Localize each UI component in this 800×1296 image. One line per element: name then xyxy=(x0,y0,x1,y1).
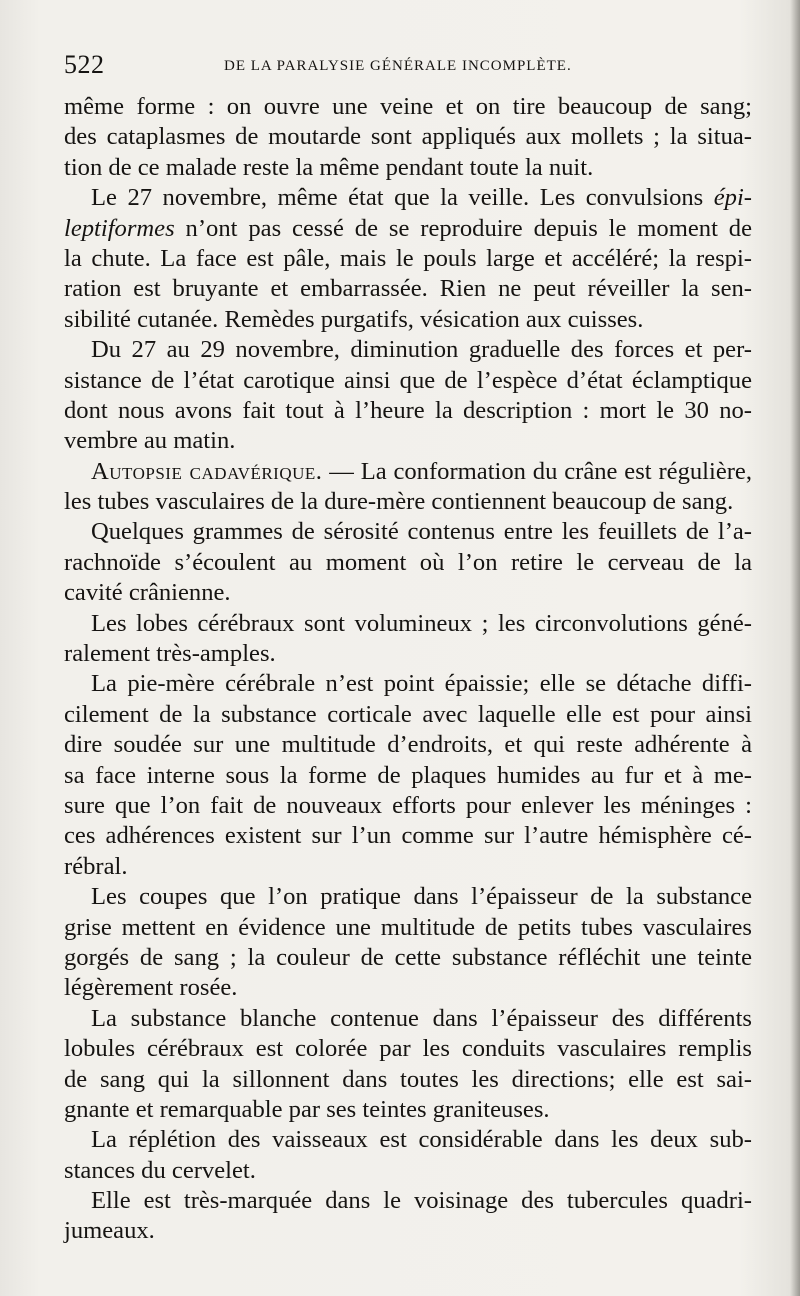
text-line: la chute. La face est pâle, mais le pouls large et accéléré; la respi- xyxy=(64,244,752,272)
text-line: les tubes vasculaires de la dure-mère contiennent beaucoup de sang. xyxy=(64,488,734,516)
text-line: La pie-mère cérébrale n’est point épaissie; elle se détache diffi- xyxy=(91,670,752,698)
text-line: cavité crânienne. xyxy=(64,579,231,607)
text-line: rachnoïde s’écoulent au moment où l’on retire le cerveau de la xyxy=(64,548,752,576)
text-line: lobules cérébraux est colorée par les conduits vasculaires remplis xyxy=(64,1035,752,1063)
text-line: leptiformes n’ont pas cessé de se reproduire depuis le moment de xyxy=(64,214,752,242)
text-line: Le 27 novembre, même état que la veille. Les convulsions épi- xyxy=(91,184,752,212)
text-line: gnante et remarquable par ses teintes graniteuses. xyxy=(64,1095,550,1123)
body-text xyxy=(64,92,752,1247)
text-line: La substance blanche contenue dans l’épaisseur des différents xyxy=(91,1004,752,1032)
text-line: grise mettent en évidence une multitude de petits tubes vasculaires xyxy=(64,913,752,941)
text-line: stances du cervelet. xyxy=(64,1156,256,1184)
text-line: Du 27 au 29 novembre, diminution graduelle des forces et per- xyxy=(91,336,752,364)
text-line: Elle est très-marquée dans le voisinage des tubercules quadri- xyxy=(91,1187,752,1215)
text-line: sibilité cutanée. Remèdes purgatifs, vésication aux cuisses. xyxy=(64,305,644,333)
text-line: La réplétion des vaisseaux est considérable dans les deux sub- xyxy=(91,1126,752,1154)
text-line: ces adhérences existent sur l’un comme sur l’autre hémisphère cé- xyxy=(64,822,752,850)
autopsy-heading: Autopsie cadavérique. xyxy=(91,457,323,485)
running-title: DE LA PARALYSIE GÉNÉRALE INCOMPLÈTE. xyxy=(224,58,572,74)
section-heading-line: Autopsie cadavérique. — La conformation du crâne est régulière, xyxy=(91,457,752,485)
text-line: vembre au matin. xyxy=(64,427,236,455)
text-line: Quelques grammes de sérosité contenus entre les feuillets de l’a- xyxy=(91,518,752,546)
text-line: sa face interne sous la forme de plaques humides au fur et à me- xyxy=(64,761,752,789)
text-line: de sang qui la sillonnent dans toutes les directions; elle est sai- xyxy=(64,1065,752,1093)
text-line: même forme : on ouvre une veine et on tire beaucoup de sang; xyxy=(64,93,752,120)
text-line: Les lobes cérébraux sont volumineux ; les circonvolutions géné- xyxy=(91,609,752,637)
text-line: dont nous avons fait tout à l’heure la description : mort le 30 no- xyxy=(64,396,752,424)
text-line: légèrement rosée. xyxy=(64,974,238,1002)
text-line: sistance de l’état carotique ainsi que de l’espèce d’état éclamptique xyxy=(64,366,752,394)
text-line: gorgés de sang ; la couleur de cette substance réfléchit une teinte xyxy=(64,943,752,971)
text-line: jumeaux. xyxy=(64,1217,155,1245)
page-number: 522 xyxy=(64,50,105,79)
text-line: des cataplasmes de moutarde sont appliqués aux mollets ; la situa- xyxy=(64,123,752,151)
text-line: ralement très-amples. xyxy=(64,640,276,668)
text-line: cilement de la substance corticale avec laquelle elle est pour ainsi xyxy=(64,700,752,728)
text-line: rébral. xyxy=(64,852,128,880)
text-line: tion de ce malade reste la même pendant toute la nuit. xyxy=(64,153,594,181)
page-header xyxy=(64,48,754,84)
text-line: ration est bruyante et embarrassée. Rien ne peut réveiller la sen- xyxy=(64,275,752,303)
text-line: dire soudée sur une multitude d’endroits, et qui reste adhérente à xyxy=(64,731,752,759)
text-line: Les coupes que l’on pratique dans l’épaisseur de la substance xyxy=(91,883,752,911)
text-line: sure que l’on fait de nouveaux efforts pour enlever les méninges : xyxy=(64,791,752,819)
